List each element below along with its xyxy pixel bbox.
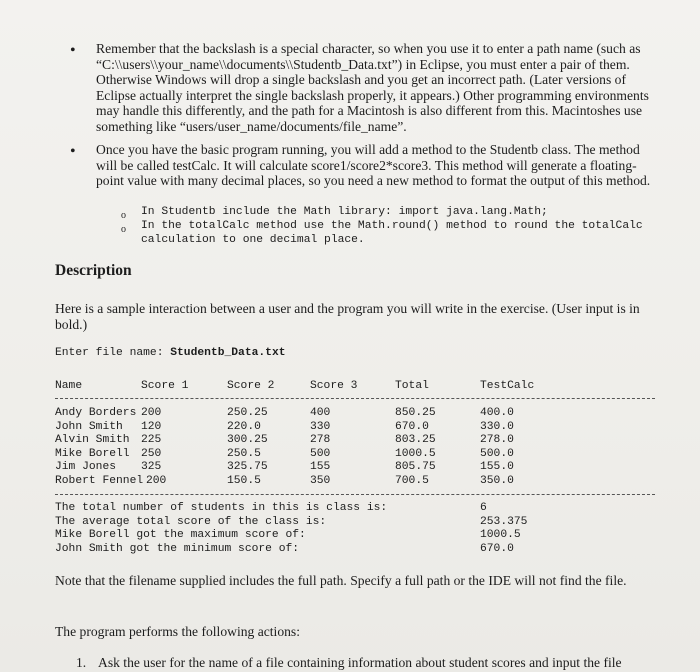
table-cell-testcalc: 155.0	[480, 461, 514, 473]
column-header-score1: Score 1	[141, 380, 189, 392]
section-heading-description: Description	[55, 262, 132, 279]
sub-bullet-marker: o	[121, 210, 126, 221]
summary-value-minimum: 670.0	[480, 542, 514, 555]
table-cell-name: Jim Jones	[55, 461, 117, 473]
table-divider	[55, 494, 655, 495]
table-cell-total: 670.0	[395, 420, 429, 433]
table-cell-total: 850.25	[395, 407, 436, 419]
summary-label-maximum: Mike Borell got the maximum score of:	[55, 529, 306, 541]
table-cell-total: 1000.5	[395, 447, 436, 460]
table-cell-score3: 400	[310, 407, 331, 419]
table-cell-score2: 220.0	[227, 420, 261, 433]
summary-value-count: 6	[480, 502, 487, 514]
column-header-testcalc: TestCalc	[480, 380, 535, 392]
actions-intro: The program performs the following actions:	[55, 624, 300, 639]
numbered-item-text: Ask the user for the name of a file containing information about student scores and input the file	[98, 655, 622, 670]
summary-label-minimum: John Smith got the minimum score of:	[55, 542, 300, 555]
bullet-marker: •	[70, 42, 76, 59]
summary-value-average: 253.375	[480, 515, 528, 528]
table-cell-score3: 278	[310, 434, 331, 446]
sub-item-math-round: In the totalCalc method use the Math.round() method to round the totalCalc	[141, 220, 643, 232]
table-cell-score1: 225	[141, 434, 162, 446]
summary-label-average: The average total score of the class is:	[55, 515, 327, 528]
table-cell-name: Mike Borell	[55, 447, 130, 460]
table-cell-score3: 155	[310, 461, 331, 473]
table-cell-score3: 350	[310, 474, 331, 487]
table-cell-name: Robert Fennel	[55, 474, 144, 487]
bullet-paragraph-backslash: Remember that the backslash is a special character, so when you use it to enter a path name (such as “C:\\users\\your_name\\documents\\Studentb_Data.txt”) in Eclipse, you must enter a pair of them. Otherwise Windows will drop a single backslash and you get an incorrect path. (Later versions of Eclipse actually interpret the single backslash properly, it appears.) Other programming environments may handle this differently, and the path for a Macintosh is also different from this. Macintoshes use something like “users/user_name/documents/file_name”.	[96, 41, 649, 134]
table-cell-score3: 500	[310, 447, 331, 460]
table-cell-score1: 325	[141, 461, 162, 473]
table-cell-name: John Smith	[55, 420, 123, 433]
table-cell-total: 803.25	[395, 434, 436, 446]
bullet-marker: •	[70, 143, 76, 160]
column-header-score2: Score 2	[227, 380, 275, 392]
table-cell-name: Andy Borders	[55, 407, 137, 419]
table-cell-score2: 250.5	[227, 447, 261, 460]
table-divider	[55, 398, 655, 399]
file-prompt	[55, 347, 286, 361]
table-cell-score1: 250	[141, 447, 162, 460]
sub-item-math-round-cont: calculation to one decimal place.	[141, 234, 365, 246]
table-cell-score2: 150.5	[227, 474, 261, 487]
intro-paragraph: Here is a sample interaction between a user and the program you will write in the exercise. (User input is in bold.)	[55, 301, 640, 332]
table-cell-score1: 120	[141, 420, 162, 433]
table-cell-score3: 330	[310, 420, 331, 433]
table-cell-total: 700.5	[395, 474, 429, 487]
table-cell-score1: 200	[146, 474, 167, 487]
table-cell-testcalc: 330.0	[480, 420, 514, 433]
table-cell-testcalc: 500.0	[480, 447, 514, 460]
table-cell-name: Alvin Smith	[55, 434, 130, 446]
prompt-label: Enter file name:	[55, 347, 171, 359]
table-cell-score1: 200	[141, 407, 162, 419]
numbered-item-number: 1.	[76, 655, 87, 670]
table-cell-testcalc: 400.0	[480, 407, 514, 419]
table-cell-testcalc: 278.0	[480, 434, 514, 446]
summary-value-maximum: 1000.5	[480, 529, 521, 541]
table-cell-score2: 250.25	[227, 407, 268, 419]
column-header-total: Total	[395, 380, 429, 392]
sub-bullet-marker: o	[121, 224, 126, 235]
sub-item-math-library: In Studentb include the Math library: import java.lang.Math;	[141, 206, 548, 218]
table-cell-total: 805.75	[395, 461, 436, 473]
bullet-paragraph-testcalc: Once you have the basic program running, you will add a method to the Studentb class. The method will be called testCalc. It will calculate score1/score2*score3. This method will generate a floating-point value with many decimal places, so you need a new method to format the output of this method.	[96, 142, 651, 188]
prompt-user-input: Studentb_Data.txt	[170, 347, 286, 359]
column-header-name: Name	[55, 380, 83, 392]
summary-label-count: The total number of students in this is class is:	[55, 502, 388, 514]
note-paragraph: Note that the filename supplied includes the full path. Specify a full path or the IDE will not find the file.	[55, 573, 627, 588]
column-header-score3: Score 3	[310, 380, 358, 392]
table-cell-testcalc: 350.0	[480, 474, 514, 487]
table-cell-score2: 325.75	[227, 461, 268, 473]
table-cell-score2: 300.25	[227, 434, 268, 446]
